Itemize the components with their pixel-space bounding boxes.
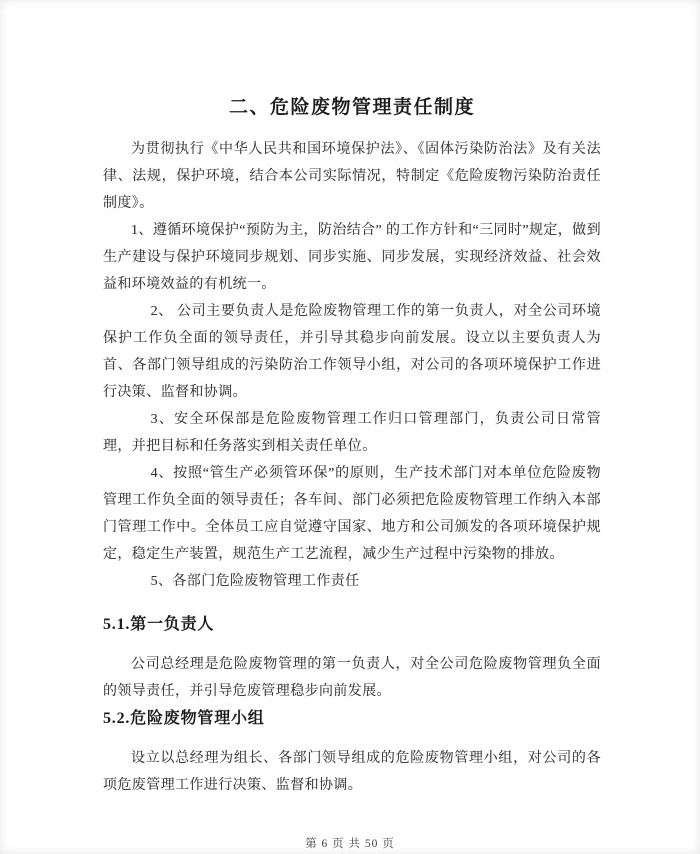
- document-title: 二、危险废物管理责任制度: [228, 97, 475, 118]
- numbered-item-3: 3、安全环保部是危险废物管理工作归口管理部门，负责公司日常管理，并把目标和任务落实到相关责任单位。: [103, 412, 601, 454]
- section-paragraph-5-2: 设立以总经理为组长、各部门领导组成的危险废物管理小组，对公司的各项危废管理工作进行决策、监督和协调。: [103, 751, 601, 793]
- intro-paragraph: 为贯彻执行《中华人民共和国环境保护法》、《固体污染防治法》及有关法律、法规，保护环境，结合本公司实际情况，特制定《危险废物污染防治责任制度》。: [103, 142, 601, 211]
- section-paragraph-5-1: 公司总经理是危险废物管理的第一负责人，对全公司危险废物管理负全面的领导责任，并引导危废管理稳步向前发展。: [103, 657, 601, 699]
- document-content: [103, 0, 601, 799]
- numbered-item-2: 2、 公司主要负责人是危险废物管理工作的第一负责人，对全公司环境保护工作负全面的领导责任，并引导其稳步向前发展。设立以主要负责人为首、各部门领导组成的污染防治工作领导小组，对公司的各项环境保护工作进行决策、监督和协调。: [103, 304, 601, 400]
- page-number-footer: 第 6 页 共 50 页: [305, 838, 395, 850]
- numbered-item-1: 1、遵循环境保护“预防为主，防治结合” 的工作方针和“三同时”规定，做到生产建设与保护环境同步规划、同步实施、同步发展，实现经济效益、社会效益和环境效益的有机统一。: [103, 223, 601, 292]
- section-heading-5-1: 5.1.第一负责人: [103, 616, 215, 633]
- section-heading-5-2: 5.2.危险废物管理小组: [103, 710, 265, 727]
- numbered-item-5: 5、各部门危险废物管理工作责任: [150, 574, 360, 589]
- numbered-item-4: 4、按照“管生产必须管环保”的原则，生产技术部门对本单位危险废物管理工作负全面的领导责任；各车间、部门必须把危险废物管理工作纳入本部门管理工作中。全体员工应自觉遵守国家、地方和公司颁发的各项环境保护规定，稳定生产装置，规范生产工艺流程，减少生产过程中污染物的排放。: [103, 466, 601, 562]
